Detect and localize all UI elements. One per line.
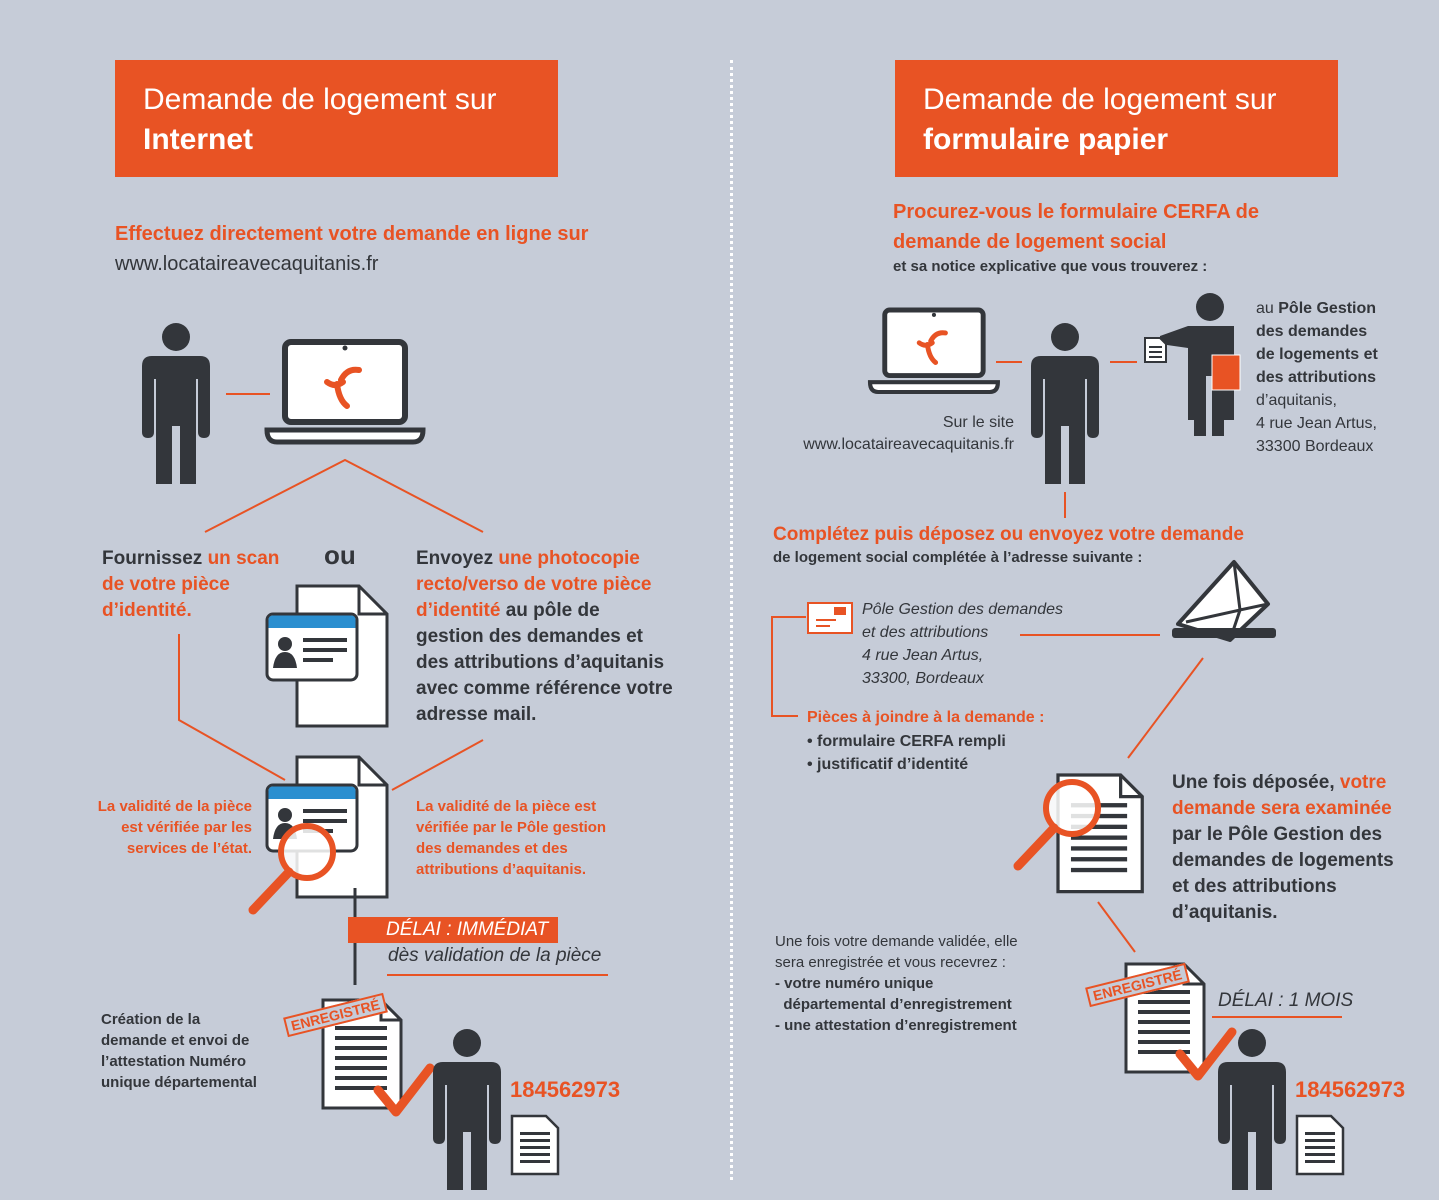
column-divider bbox=[730, 60, 733, 1180]
pc-l1a: Envoyez bbox=[416, 548, 499, 569]
site-text bbox=[772, 412, 1014, 456]
numero-unique: 184562973 bbox=[1295, 1077, 1406, 1102]
validite-etat bbox=[60, 796, 252, 859]
dep-l3: par le Pôle Gestion des bbox=[1172, 824, 1383, 845]
envelope-icon bbox=[808, 603, 852, 633]
attestation-icon bbox=[1297, 1116, 1343, 1174]
site-l2: www.locataireavecaquitanis.fr bbox=[803, 436, 1014, 453]
scan-p1: Fournissez bbox=[102, 548, 208, 569]
enregistre-stamp: ENREGISTRÉ bbox=[1085, 963, 1190, 1007]
dep-l2: demande sera examinée bbox=[1172, 798, 1392, 819]
validite-pole bbox=[416, 796, 656, 880]
pc-l2: recto/verso de votre pièce bbox=[416, 574, 652, 595]
photocopie-text bbox=[416, 546, 706, 728]
intro-url: www.locataireavecaquitanis.fr bbox=[115, 253, 379, 275]
pieces-title: Pièces à joindre à la demande : bbox=[807, 709, 1045, 726]
enregistre-stamp: ENREGISTRÉ bbox=[283, 993, 388, 1037]
dep-l5: et des attributions bbox=[1172, 876, 1337, 897]
dep-l1b: votre bbox=[1339, 772, 1387, 793]
procurez-l2: demande de logement social bbox=[893, 231, 1167, 253]
validite-pole-l2: vérifiée par le Pôle gestion bbox=[416, 819, 607, 836]
agent-person-icon bbox=[1160, 293, 1240, 436]
person-icon bbox=[1031, 323, 1099, 484]
banner-line2: Internet bbox=[143, 123, 254, 156]
pole-l1a: au bbox=[1256, 300, 1279, 317]
dep-l4: demandes de logements bbox=[1172, 850, 1394, 871]
pole-l4: des attributions bbox=[1256, 369, 1377, 386]
delai-mois: DÉLAI : 1 MOIS bbox=[1218, 990, 1354, 1011]
attestation-icon bbox=[512, 1116, 558, 1174]
validee-l2: sera enregistrée et vous recevrez : bbox=[775, 954, 1006, 971]
address-l2: et des attributions bbox=[862, 624, 989, 641]
validee-item: départemental d’enregistrement bbox=[775, 996, 1012, 1013]
piece-item: • justificatif d’identité bbox=[807, 756, 969, 773]
pole-l7: 33300 Bordeaux bbox=[1256, 438, 1374, 455]
deposee-text bbox=[1172, 770, 1432, 926]
intro-orange: Effectuez directement votre demande en ligne sur bbox=[115, 223, 589, 245]
scan-p4: d’identité. bbox=[102, 600, 192, 621]
pc-l5: des attributions d’aquitanis bbox=[416, 652, 665, 673]
pc-l4: gestion des demandes et bbox=[416, 626, 644, 647]
validee-text bbox=[775, 931, 1018, 1036]
validee-item: - votre numéro unique bbox=[775, 975, 934, 992]
validite-pole-l1: La validité de la pièce est bbox=[416, 798, 597, 815]
validite-pole-l3: des demandes et des bbox=[416, 840, 568, 857]
creation-l2: demande et envoi de bbox=[101, 1032, 250, 1049]
procurez-l1: Procurez-vous le formulaire CERFA de bbox=[893, 201, 1260, 223]
pole-l6: 4 rue Jean Artus, bbox=[1256, 415, 1377, 432]
laptop-icon bbox=[267, 342, 423, 442]
creation-text bbox=[101, 1009, 301, 1093]
completez-l2: de logement social complétée à l’adresse suivante : bbox=[773, 549, 1143, 566]
banner-line1: Demande de logement sur bbox=[923, 83, 1277, 116]
papier-banner bbox=[895, 60, 1338, 177]
banner-line1: Demande de logement sur bbox=[143, 83, 497, 116]
person-icon bbox=[1218, 1029, 1286, 1190]
creation-l4: unique départemental bbox=[101, 1074, 257, 1091]
delai-immediat-badge: DÉLAI : IMMÉDIAT bbox=[348, 917, 558, 943]
address-l4: 33300, Bordeaux bbox=[862, 670, 984, 687]
scan-p3: de votre pièce bbox=[102, 574, 230, 595]
laptop-icon bbox=[870, 310, 998, 392]
pole-address bbox=[1256, 297, 1426, 458]
scan-p2: un scan bbox=[207, 548, 280, 569]
person-icon bbox=[142, 323, 210, 484]
site-l1: Sur le site bbox=[942, 414, 1014, 431]
pc-l1b: une photocopie bbox=[498, 548, 640, 569]
piece-item: • formulaire CERFA rempli bbox=[807, 733, 1006, 750]
letter-tray-icon bbox=[1172, 562, 1276, 640]
scan-text bbox=[102, 546, 302, 624]
address-l1: Pôle Gestion des demandes bbox=[862, 601, 1064, 618]
pole-l2: des demandes bbox=[1256, 323, 1368, 340]
person-icon bbox=[433, 1029, 501, 1190]
completez-l1: Complétez puis déposez ou envoyez votre demande bbox=[773, 524, 1244, 545]
banner-line2: formulaire papier bbox=[923, 123, 1169, 156]
internet-banner bbox=[115, 60, 558, 177]
creation-l1: Création de la bbox=[101, 1011, 201, 1028]
numero-unique: 184562973 bbox=[510, 1077, 621, 1102]
pole-l3: de logements et bbox=[1256, 346, 1378, 363]
validee-l1: Une fois votre demande validée, elle bbox=[775, 933, 1018, 950]
pc-l3a: d’identité bbox=[416, 600, 501, 621]
validite-etat-l3: services de l’état. bbox=[126, 840, 252, 857]
address-l3: 4 rue Jean Artus, bbox=[862, 647, 984, 664]
paper-icon bbox=[1145, 338, 1166, 362]
validee-item: - une attestation d’enregistrement bbox=[775, 1017, 1017, 1034]
pc-l7: adresse mail. bbox=[416, 704, 537, 725]
procurez-sub: et sa notice explicative que vous trouverez : bbox=[893, 258, 1208, 275]
pc-l6: avec comme référence votre bbox=[416, 678, 673, 699]
ou-label: ou bbox=[324, 540, 356, 570]
pieces-list bbox=[807, 730, 1006, 776]
pole-l5: d’aquitanis, bbox=[1256, 392, 1337, 409]
delai-immediat-sub: dès validation de la pièce bbox=[388, 945, 602, 966]
validite-pole-l4: attributions d’aquitanis. bbox=[416, 861, 587, 878]
pole-l1b: Pôle Gestion bbox=[1278, 300, 1377, 317]
pc-l3b: au pôle de bbox=[500, 600, 600, 621]
validite-etat-l2: est vérifiée par les bbox=[121, 819, 252, 836]
dep-l6: d’aquitanis. bbox=[1172, 902, 1278, 923]
creation-l3: l’attestation Numéro bbox=[101, 1053, 247, 1070]
validite-etat-l1: La validité de la pièce bbox=[97, 798, 252, 815]
dep-l1a: Une fois déposée, bbox=[1172, 772, 1340, 793]
depot-address bbox=[862, 598, 1063, 690]
